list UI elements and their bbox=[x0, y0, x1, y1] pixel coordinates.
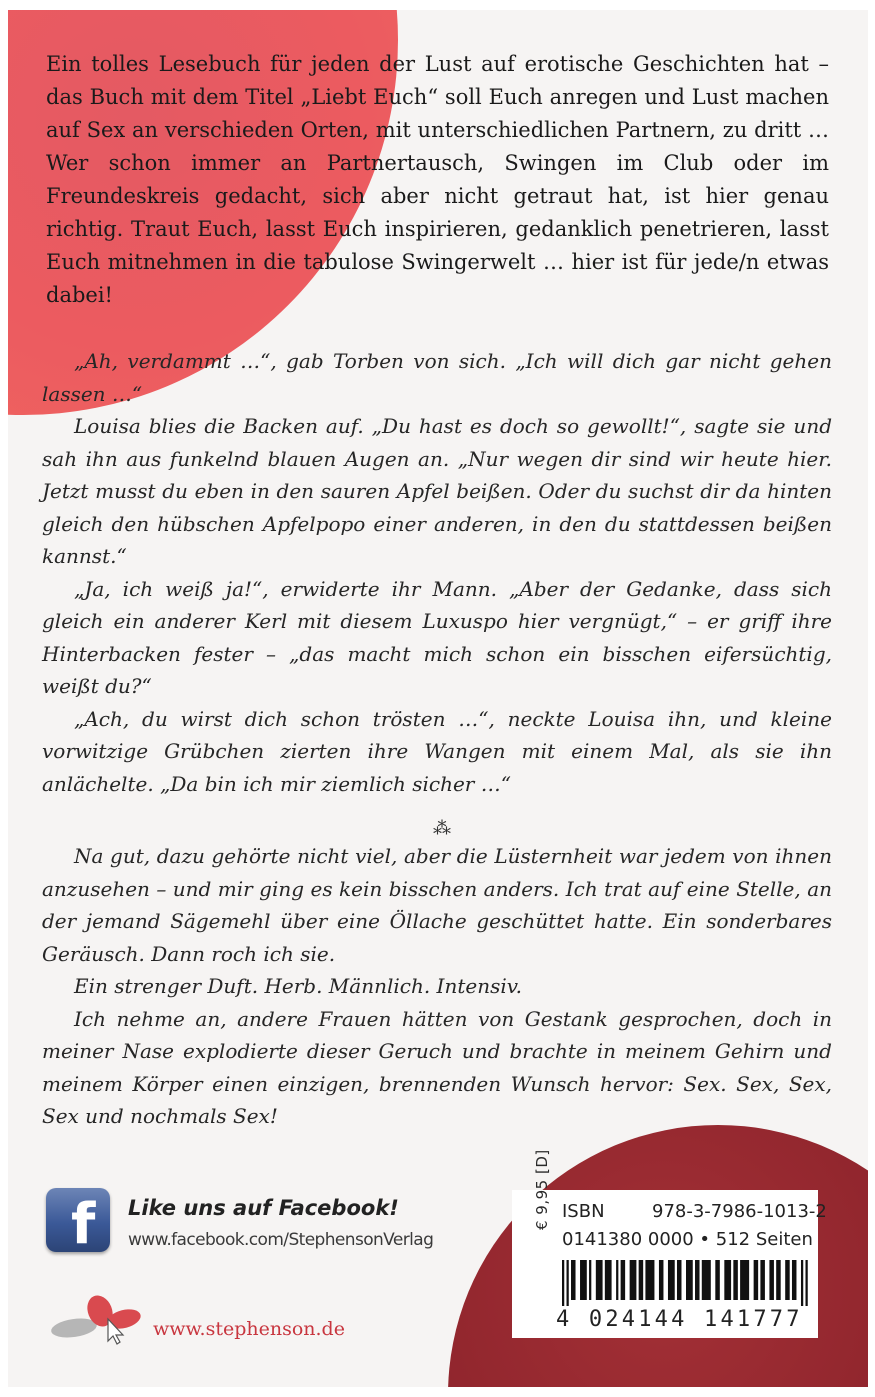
isbn-label: ISBN bbox=[562, 1201, 605, 1222]
section-divider-ornament: ⁂ bbox=[433, 818, 451, 839]
barcode-bar bbox=[695, 1260, 700, 1300]
barcode-bar bbox=[686, 1260, 693, 1300]
facebook-icon[interactable] bbox=[46, 1188, 110, 1257]
barcode-bar bbox=[668, 1260, 675, 1300]
facebook-icon-letter: f bbox=[71, 1192, 96, 1257]
barcode-bar bbox=[571, 1260, 576, 1300]
ean-number: 4 024144 141777 bbox=[556, 1307, 803, 1332]
excerpt-2 bbox=[42, 840, 832, 1133]
excerpt-paragraph: „Ja, ich weiß ja!“, erwiderte ihr Mann. „Aber der Gedanke, dass sich gleich ein anderer Kerl mit diesem Luxuspo hier vergnügt,“ – er griff ihre Hinterbacken fester – „das macht mich schon ein bisschen eifersüchtig, weißt du?“ bbox=[42, 576, 832, 698]
barcode-bar bbox=[645, 1260, 654, 1300]
barcode-bar bbox=[596, 1260, 603, 1300]
excerpt-paragraph: „Ach, du wirst dich schon trösten …“, neckte Louisa ihn, und kleine vorwitzige Grübchen zierten ihre Wangen mit einem Mal, als sie ihn anlächelte. „Da bin ich mir ziemlich sicher …“ bbox=[42, 706, 832, 796]
barcode-guard-bar bbox=[801, 1260, 803, 1306]
excerpt-paragraph: Ich nehme an, andere Frauen hätten von Gestank gesprochen, doch in meiner Nase explodierte dieser Geruch und brachte in meinem Gehirn und meinem Körper einen einzigen, brennenden Wunsch hervor: Sex. Sex, Sex, Sex und nochmals Sex! bbox=[42, 1006, 832, 1128]
stock-and-pages: 0141380 0000 • 512 Seiten bbox=[562, 1229, 813, 1250]
barcode bbox=[562, 1260, 810, 1306]
excerpt-paragraph: Ein strenger Duft. Herb. Männlich. Intensiv. bbox=[74, 974, 523, 998]
barcode-bar bbox=[702, 1260, 711, 1300]
barcode-bar bbox=[760, 1260, 765, 1300]
blurb-text: Ein tolles Lesebuch für jeden der Lust auf erotische Geschichten hat – das Buch mit dem Titel „Liebt Euch“ soll Euch anregen und Lust machen auf Sex an verschieden Orten, mit unterschiedlichen Partnern, zu dritt … Wer schon immer an Partnertausch, Swingen im Club oder im Freundeskreis gedacht, sich aber nicht getraut hat, ist hier genau richtig. Traut Euch, lasst Euch inspirieren, gedanklich penetrieren, lasst Euch mitnehmen in die tabulose Swingerwelt … hier ist für jede/n etwas dabei! bbox=[46, 52, 829, 307]
barcode-bar bbox=[715, 1260, 720, 1300]
barcode-bar bbox=[792, 1260, 797, 1300]
facebook-url-link[interactable]: www.facebook.com/StephensonVerlag bbox=[128, 1230, 434, 1250]
barcode-bar bbox=[776, 1260, 781, 1300]
barcode-bar bbox=[605, 1260, 612, 1300]
excerpt-paragraph: „Ah, verdammt …“, gab Torben von sich. „Ich will dich gar nicht gehen lassen …“ bbox=[42, 349, 832, 406]
price-label: € 9,95 [D] bbox=[533, 1149, 551, 1230]
stephenson-logo-icon bbox=[48, 1293, 144, 1345]
barcode-bar bbox=[769, 1260, 774, 1300]
isbn-number: 978-3-7986-1013-2 bbox=[652, 1201, 827, 1222]
barcode-bar bbox=[616, 1260, 618, 1300]
excerpt-paragraph: Louisa blies die Backen auf. „Du hast es doch so gewollt!“, sagte sie und sah ihn aus funkelnd blauen Augen an. „Nur wegen dir sind wir heute hier. Jetzt musst du eben in den sauren Apfel beißen. Oder du suchst dir da hinten gleich den hübschen Apfelpopo einer anderen, in den du stattdessen beißen kannst.“ bbox=[42, 414, 832, 568]
isbn-line bbox=[562, 1201, 827, 1222]
excerpt-1 bbox=[42, 345, 832, 800]
barcode-bar bbox=[677, 1260, 682, 1300]
excerpt-paragraph: Na gut, dazu gehörte nicht viel, aber die Lüsternheit war jedem von ihnen anzusehen – und mir ging es kein bisschen anders. Ich trat auf eine Stelle, an der jemand Sägemehl über eine Öllache geschüttet hatte. Ein sonderbares Geräusch. Dann roch ich sie. bbox=[42, 844, 832, 966]
facebook-title: Like uns auf Facebook! bbox=[128, 1196, 399, 1220]
barcode-bar bbox=[740, 1260, 749, 1300]
barcode-guard-bar bbox=[567, 1260, 569, 1306]
barcode-bar bbox=[754, 1260, 759, 1300]
publisher-website-link[interactable]: www.stephenson.de bbox=[153, 1318, 345, 1340]
barcode-bar bbox=[785, 1260, 790, 1300]
barcode-bar bbox=[621, 1260, 626, 1300]
barcode-bar bbox=[659, 1260, 664, 1300]
barcode-bar bbox=[724, 1260, 731, 1300]
barcode-guard-bar bbox=[805, 1260, 807, 1306]
back-cover bbox=[8, 10, 868, 1387]
barcode-bar bbox=[733, 1260, 738, 1300]
barcode-bar bbox=[630, 1260, 637, 1300]
barcode-bar bbox=[639, 1260, 644, 1300]
barcode-bar bbox=[580, 1260, 587, 1300]
isbn-barcode-box bbox=[512, 1149, 827, 1338]
barcode-bar bbox=[589, 1260, 591, 1300]
barcode-guard-bar bbox=[562, 1260, 564, 1306]
